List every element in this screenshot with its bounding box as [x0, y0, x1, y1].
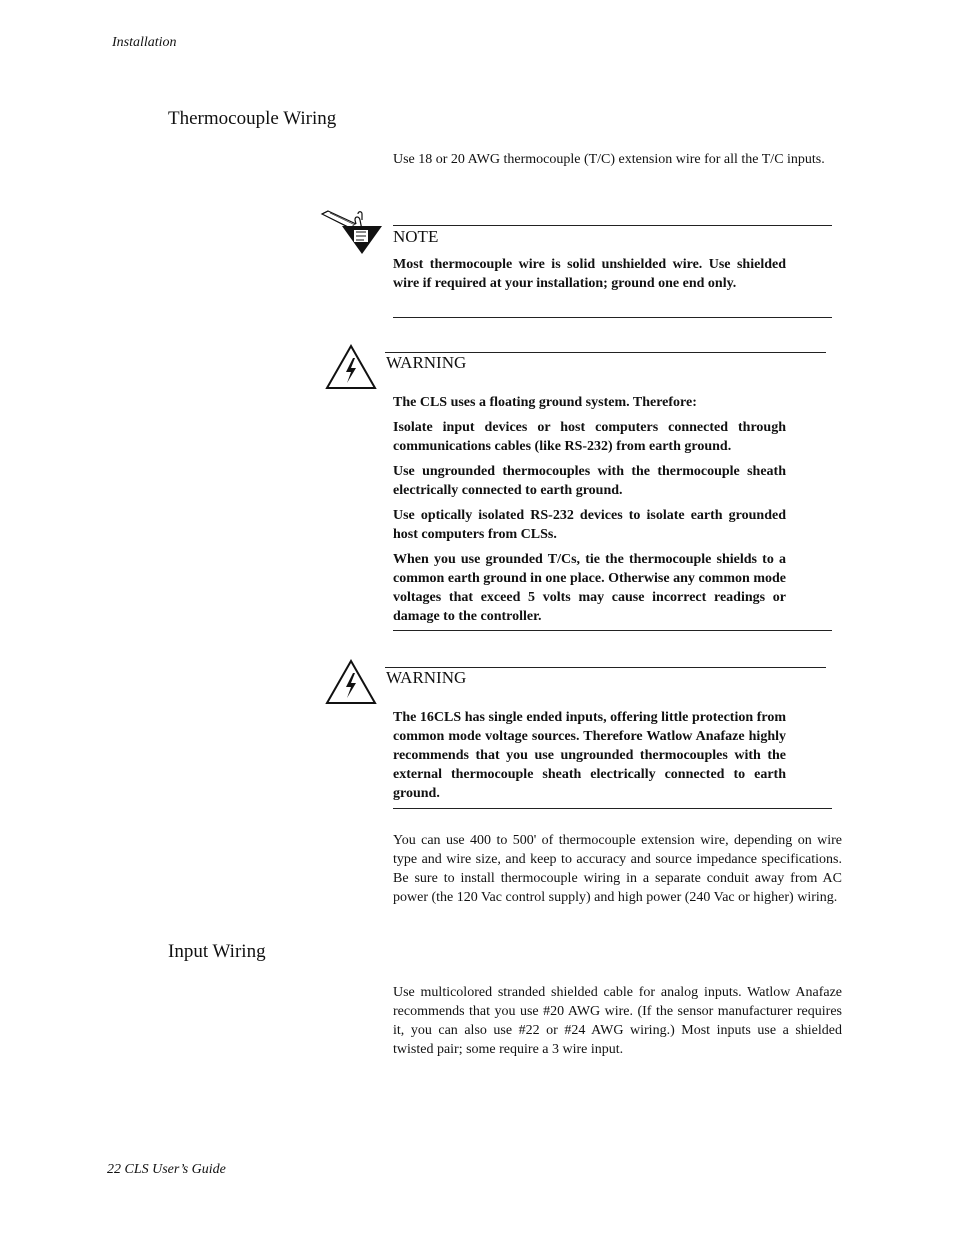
input-wiring-paragraph: Use multicolored stranded shielded cable for analog inputs. Watlow Anafaze recommends that you use #20 AWG wire. (If the sensor manufacturer requires it, you can also use #22 or #24 AWG wiring.) Most inputs use a shielded twisted pair; some require a 3 wire input.	[393, 985, 842, 1057]
pencil-note-icon	[320, 210, 384, 256]
running-header: Installation	[112, 35, 177, 50]
note-label: NOTE	[393, 227, 439, 246]
high-voltage-warning-icon	[325, 659, 377, 705]
note-text: Most thermocouple wire is solid unshielded wire. Use shielded wire if required at your installation; ground one end only.	[393, 257, 786, 291]
warning1-paragraph: Use optically isolated RS-232 devices to isolate earth grounded host computers from CLSs.	[393, 508, 786, 542]
warning1-paragraph: When you use grounded T/Cs, tie the thermocouple shields to a common earth ground in one place. Otherwise any common mode voltages that exceed 5 volts may cause incorrect readings or damage to the controller.	[393, 552, 786, 624]
warning2-text: The 16CLS has single ended inputs, offering little protection from common mode voltage sources. Therefore Watlow Anafaze highly recommends that you use ungrounded thermocouples with the external thermocouple sheath electrically connected to earth ground.	[393, 710, 786, 801]
warning1-paragraph: Use ungrounded thermocouples with the thermocouple sheath electrically connected to earth ground.	[393, 464, 786, 498]
high-voltage-warning-icon	[325, 344, 377, 390]
section-heading-input-wiring: Input Wiring	[168, 941, 266, 962]
warning1-body	[393, 393, 786, 632]
warning1-paragraph: The CLS uses a floating ground system. Therefore:	[393, 395, 697, 410]
thermocouple-intro-paragraph: Use 18 or 20 AWG thermocouple (T/C) extension wire for all the T/C inputs.	[393, 152, 825, 167]
warning2-label: WARNING	[386, 668, 467, 687]
warning2-bottom-rule	[393, 808, 832, 809]
section-heading-thermocouple-wiring: Thermocouple Wiring	[168, 108, 337, 129]
page-footer: 22 CLS User’s Guide	[107, 1162, 226, 1177]
warning1-paragraph: Isolate input devices or host computers connected through communications cables (like RS-232) from earth ground.	[393, 420, 786, 454]
warning1-label: WARNING	[386, 353, 467, 372]
note-top-rule	[393, 225, 832, 226]
thermocouple-closing-paragraph: You can use 400 to 500' of thermocouple extension wire, depending on wire type and wire size, and keep to accuracy and source impedance specifications. Be sure to install thermocouple wiring in a separate conduit away from AC power (the 120 Vac control supply) and high power (240 Vac or higher) wiring.	[393, 833, 842, 905]
note-bottom-rule	[393, 317, 832, 318]
warning1-bottom-rule	[393, 630, 832, 631]
